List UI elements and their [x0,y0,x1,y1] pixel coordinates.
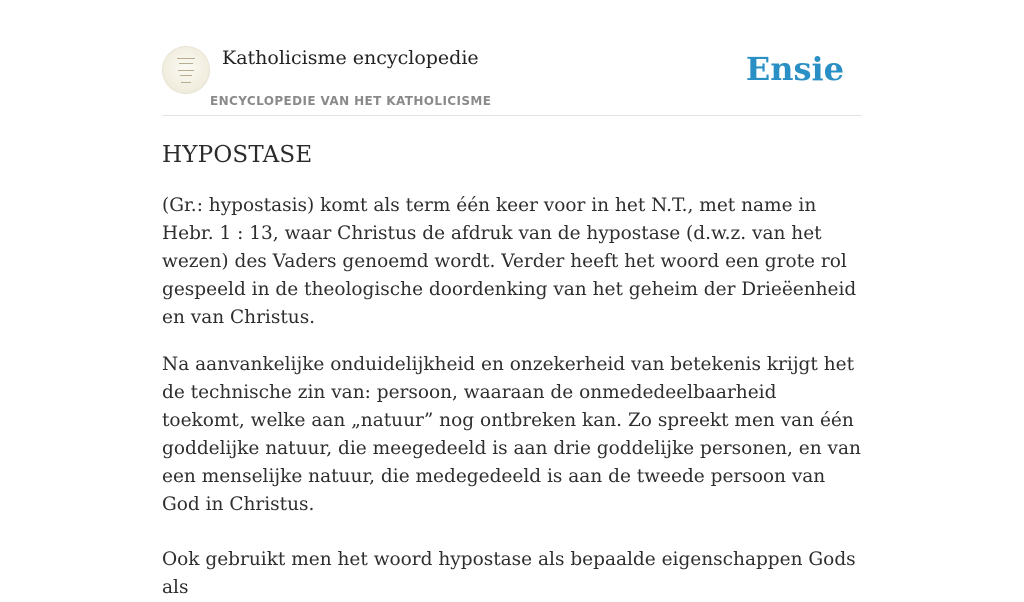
article [162,138,862,602]
cover-text-line [180,75,192,76]
book-cover-avatar[interactable] [162,46,210,94]
article-title: HYPOSTASE [162,142,313,168]
cover-text-line [179,63,193,64]
book-subtitle: ENCYCLOPEDIE VAN HET KATHOLICISME [210,94,492,108]
cover-text-line [181,82,191,83]
page-header [162,44,862,116]
article-paragraph: (Gr.: hypostasis) komt als term één keer voor in het N.T., met name in Hebr. 1 : 13, waar Christus de afdruk van de hypostase (d.w.z. van het wezen) des Vaders genoemd wordt. Verder heeft het woord een grote rol gespeeld in de theologische doordenking van het geheim der Drieëenheid en van Christus. [162,195,857,328]
article-paragraph: Ook gebruikt men het woord hypostase als bepaalde eigenschappen Gods als [162,549,856,598]
cover-text-line [177,58,195,59]
book-title-link[interactable]: Katholicisme encyclopedie [222,47,479,69]
cover-text-line [178,70,194,71]
ensie-logo-link[interactable]: Ensie [745,50,844,88]
article-paragraph: Na aanvankelijke onduidelijkheid en onzekerheid van betekenis krijgt het de technische zin van: persoon, waaraan de onmededeelbaarheid toekomt, welke aan „natuur” nog ontbreken kan. Zo spreekt men van één goddelijke natuur, die meegedeeld is aan drie goddelijke personen, en van een menselijke natuur, die medegedeeld is aan de tweede persoon van God in Christus. [162,354,861,515]
